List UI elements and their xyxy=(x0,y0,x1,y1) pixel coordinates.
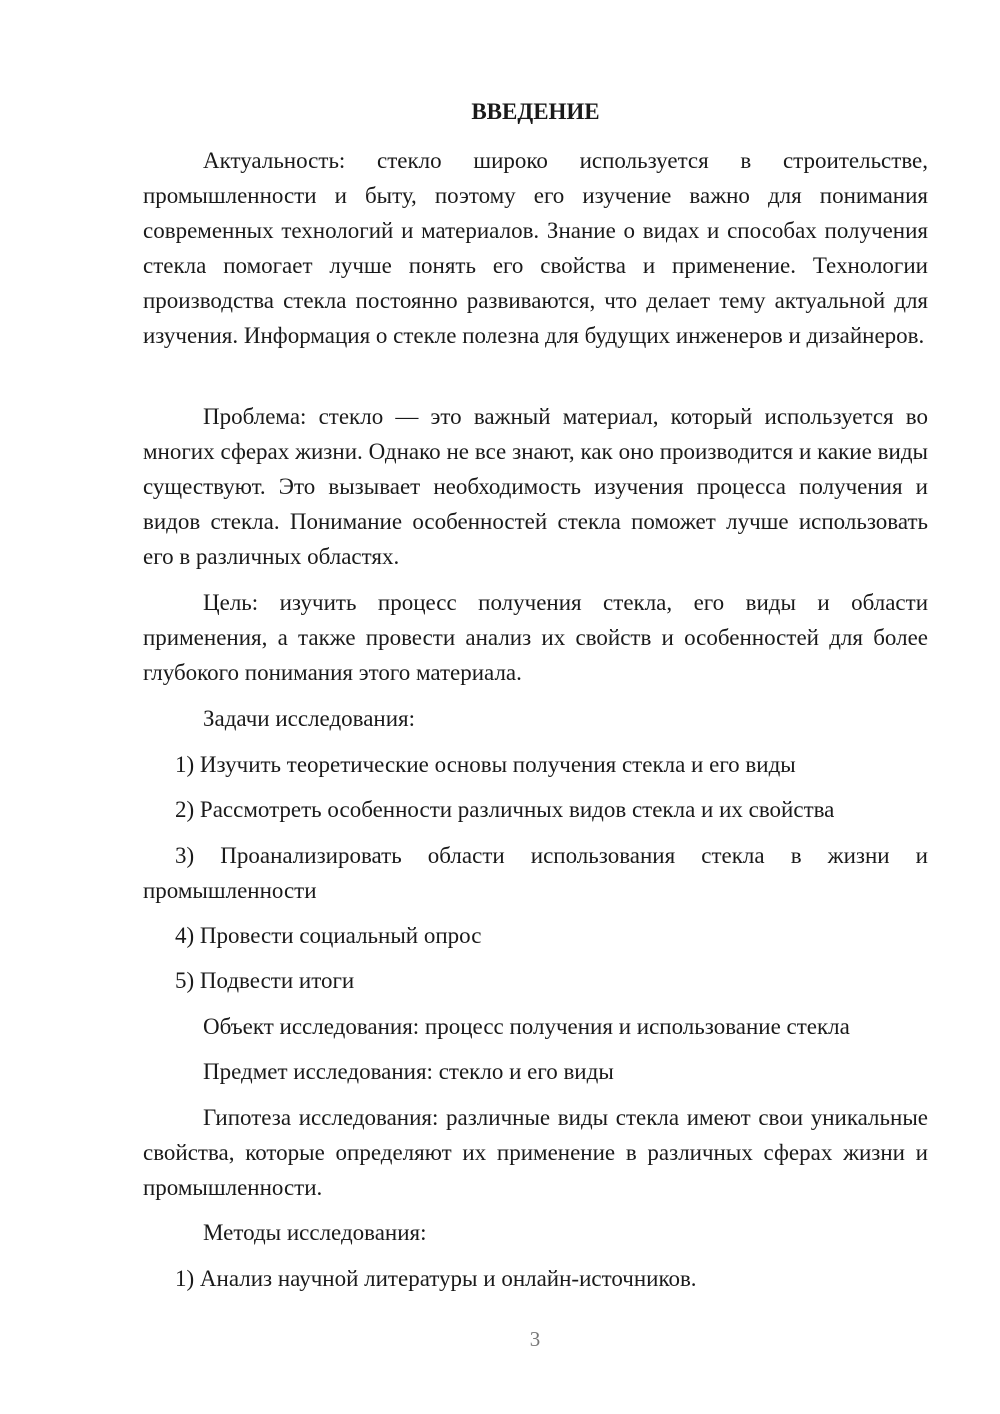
section-heading: ВВЕДЕНИЕ xyxy=(471,99,600,124)
problem-paragraph: Проблема: стекло — это важный материал, который используется во многих сферах жизни. Однако не все знают, как оно производится и какие виды существуют. Это вызывает необходимость изучения процесса получения и видов стекла. Понимание особенностей стекла поможет лучше использовать его в различных областях. xyxy=(143,404,928,569)
task-item-4: 4) Провести социальный опрос xyxy=(175,923,482,948)
task-item-3: 3) Проанализировать области использования стекла в жизни и промышленности xyxy=(143,843,928,903)
task-item-2: 2) Рассмотреть особенности различных видов стекла и их свойства xyxy=(175,797,835,822)
object-paragraph: Объект исследования: процесс получения и использование стекла xyxy=(203,1014,850,1039)
relevance-paragraph: Актуальность: стекло широко используется в строительстве, промышленности и быту, поэтому его изучение важно для понимания современных технологий и материалов. Знание о видах и способах получения стекла помогает лучше понять его свойства и применение. Технологии производства стекла постоянно развиваются, что делает тему актуальной для изучения. Информация о стекле полезна для будущих инженеров и дизайнеров. xyxy=(143,148,928,348)
task-item-1: 1) Изучить теоретические основы получения стекла и его виды xyxy=(175,752,796,777)
page-number: 3 xyxy=(529,1327,541,1351)
methods-heading: Методы исследования: xyxy=(203,1220,427,1245)
subject-paragraph: Предмет исследования: стекло и его виды xyxy=(203,1059,614,1084)
tasks-heading: Задачи исследования: xyxy=(203,706,416,731)
task-item-5: 5) Подвести итоги xyxy=(175,968,355,993)
goal-paragraph: Цель: изучить процесс получения стекла, его виды и области применения, а также провести анализ их свойств и особенностей для более глубокого понимания этого материала. xyxy=(143,590,928,685)
hypothesis-paragraph: Гипотеза исследования: различные виды стекла имеют свои уникальные свойства, которые определяют их применение в различных сферах жизни и промышленности. xyxy=(143,1105,928,1200)
method-item-1: 1) Анализ научной литературы и онлайн-источников. xyxy=(175,1266,697,1291)
